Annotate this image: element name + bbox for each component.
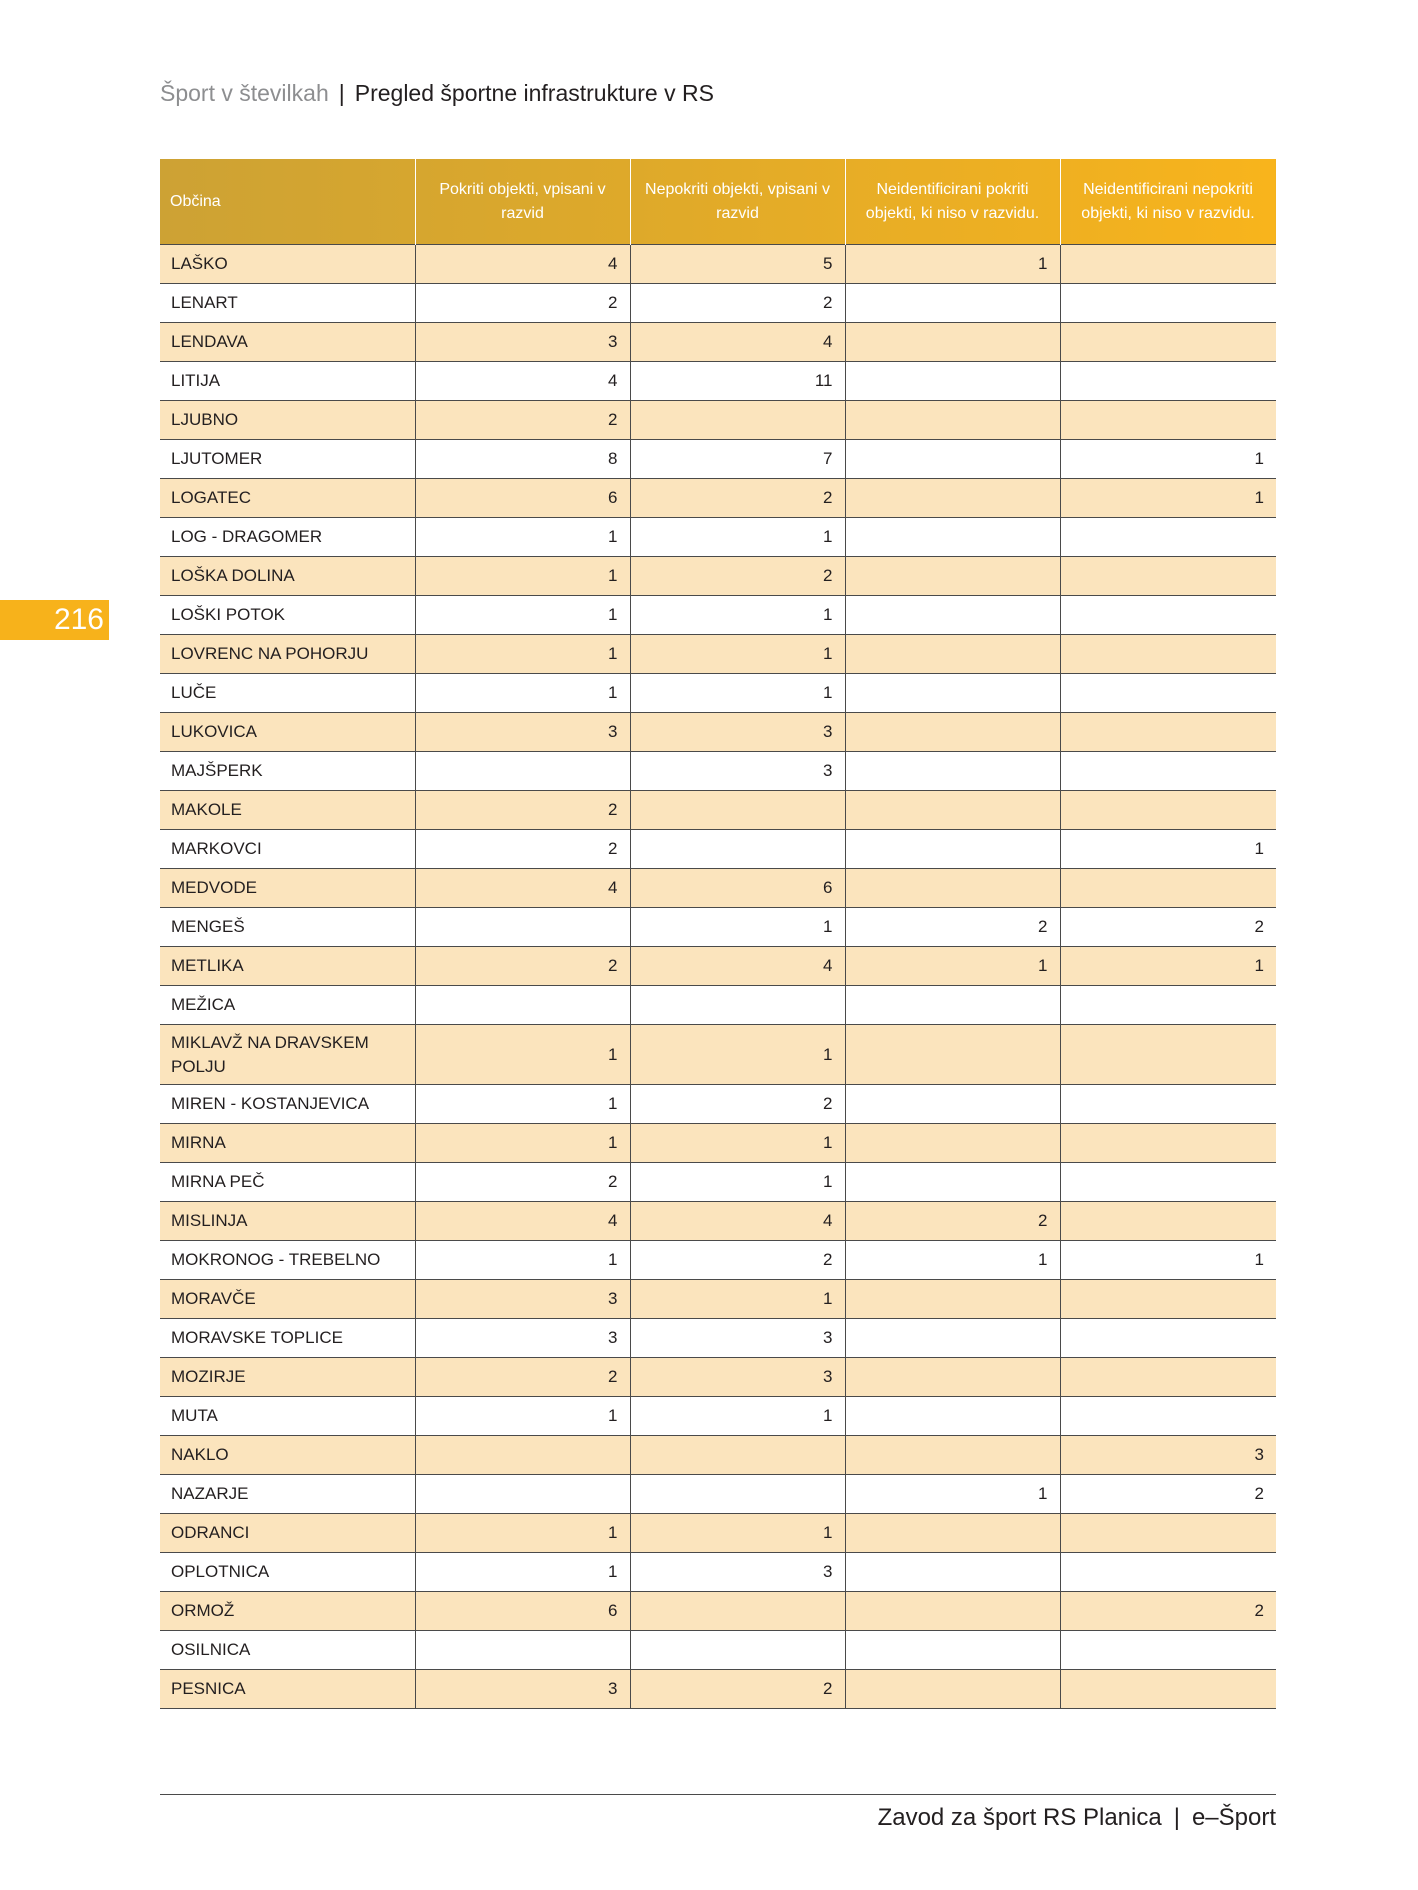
value-cell <box>845 1163 1060 1202</box>
value-cell <box>845 1124 1060 1163</box>
municipality-cell: MORAVČE <box>160 1280 415 1319</box>
table-header-row <box>160 159 1276 245</box>
value-cell <box>845 986 1060 1025</box>
value-cell: 2 <box>630 557 845 596</box>
value-cell <box>1060 1670 1276 1709</box>
table-row <box>160 791 1276 830</box>
value-cell: 1 <box>415 1241 630 1280</box>
value-cell <box>845 1670 1060 1709</box>
value-cell <box>1060 869 1276 908</box>
table-row <box>160 401 1276 440</box>
value-cell: 8 <box>415 440 630 479</box>
value-cell <box>1060 713 1276 752</box>
value-cell: 2 <box>415 1358 630 1397</box>
value-cell: 4 <box>630 947 845 986</box>
value-cell: 1 <box>415 1553 630 1592</box>
value-cell: 1 <box>415 1514 630 1553</box>
value-cell <box>845 1592 1060 1631</box>
table-row <box>160 1280 1276 1319</box>
value-cell <box>845 791 1060 830</box>
value-cell <box>845 830 1060 869</box>
value-cell <box>845 440 1060 479</box>
municipality-cell: LOVRENC NA POHORJU <box>160 635 415 674</box>
header-separator: | <box>338 80 345 106</box>
value-cell <box>630 1436 845 1475</box>
value-cell <box>845 1397 1060 1436</box>
footer-divider <box>160 1794 1276 1795</box>
table-row <box>160 440 1276 479</box>
section-title: Šport v številkah <box>160 80 329 106</box>
value-cell: 4 <box>415 245 630 284</box>
value-cell <box>845 752 1060 791</box>
value-cell: 1 <box>845 1241 1060 1280</box>
municipality-cell: MAKOLE <box>160 791 415 830</box>
value-cell: 1 <box>630 596 845 635</box>
value-cell: 4 <box>630 1202 845 1241</box>
municipality-cell: MIKLAVŽ NA DRAVSKEM POLJU <box>160 1025 415 1085</box>
value-cell <box>1060 1358 1276 1397</box>
table-row <box>160 1025 1276 1085</box>
table-row <box>160 323 1276 362</box>
page-title: Pregled športne infrastrukture v RS <box>354 80 714 106</box>
value-cell: 1 <box>630 674 845 713</box>
value-cell <box>630 791 845 830</box>
value-cell <box>1060 1514 1276 1553</box>
value-cell <box>845 362 1060 401</box>
value-cell <box>415 1475 630 1514</box>
municipality-cell: MORAVSKE TOPLICE <box>160 1319 415 1358</box>
municipality-cell: LOG - DRAGOMER <box>160 518 415 557</box>
value-cell <box>845 713 1060 752</box>
value-cell <box>630 986 845 1025</box>
table-row <box>160 1085 1276 1124</box>
value-cell <box>845 674 1060 713</box>
value-cell <box>1060 1553 1276 1592</box>
value-cell <box>845 1436 1060 1475</box>
value-cell: 3 <box>630 1319 845 1358</box>
value-cell <box>845 1358 1060 1397</box>
value-cell <box>845 635 1060 674</box>
value-cell <box>1060 1397 1276 1436</box>
municipality-cell: ODRANCI <box>160 1514 415 1553</box>
value-cell <box>845 1514 1060 1553</box>
value-cell <box>630 830 845 869</box>
table-row <box>160 1475 1276 1514</box>
page-number: 216 <box>53 603 104 636</box>
value-cell <box>1060 284 1276 323</box>
value-cell: 2 <box>630 479 845 518</box>
table-row <box>160 947 1276 986</box>
value-cell: 1 <box>415 1397 630 1436</box>
value-cell: 6 <box>415 1592 630 1631</box>
value-cell <box>415 1436 630 1475</box>
value-cell <box>630 1475 845 1514</box>
value-cell: 3 <box>630 713 845 752</box>
value-cell <box>415 752 630 791</box>
municipality-cell: MISLINJA <box>160 1202 415 1241</box>
value-cell <box>1060 245 1276 284</box>
value-cell: 1 <box>630 635 845 674</box>
value-cell: 1 <box>415 635 630 674</box>
value-cell: 1 <box>630 1280 845 1319</box>
table-row <box>160 479 1276 518</box>
value-cell <box>415 986 630 1025</box>
value-cell <box>415 908 630 947</box>
value-cell: 1 <box>845 245 1060 284</box>
table-row <box>160 518 1276 557</box>
value-cell <box>845 518 1060 557</box>
table-row <box>160 1124 1276 1163</box>
value-cell: 1 <box>1060 440 1276 479</box>
table-row <box>160 1202 1276 1241</box>
value-cell <box>845 401 1060 440</box>
value-cell <box>630 401 845 440</box>
table-row <box>160 830 1276 869</box>
municipality-cell: LJUTOMER <box>160 440 415 479</box>
table-row <box>160 869 1276 908</box>
municipality-cell: LITIJA <box>160 362 415 401</box>
value-cell <box>1060 635 1276 674</box>
table-row <box>160 1670 1276 1709</box>
value-cell: 2 <box>845 908 1060 947</box>
value-cell <box>1060 752 1276 791</box>
value-cell: 1 <box>415 1085 630 1124</box>
municipality-cell: NAKLO <box>160 1436 415 1475</box>
value-cell: 1 <box>415 596 630 635</box>
value-cell: 1 <box>1060 830 1276 869</box>
value-cell <box>1060 1124 1276 1163</box>
footer-publication: e–Šport <box>1191 1804 1276 1831</box>
value-cell: 4 <box>630 323 845 362</box>
table-row <box>160 635 1276 674</box>
municipality-cell: LENDAVA <box>160 323 415 362</box>
table-row <box>160 557 1276 596</box>
value-cell <box>415 1631 630 1670</box>
value-cell <box>845 1025 1060 1085</box>
table-row <box>160 1631 1276 1670</box>
value-cell: 3 <box>415 323 630 362</box>
value-cell <box>1060 1280 1276 1319</box>
municipality-cell: MEŽICA <box>160 986 415 1025</box>
column-header-3: Neidentificirani pokriti objekti, ki niso v razvidu. <box>845 159 1060 245</box>
table-row <box>160 1553 1276 1592</box>
value-cell: 2 <box>630 284 845 323</box>
municipality-cell: MUTA <box>160 1397 415 1436</box>
municipality-cell: MOKRONOG - TREBELNO <box>160 1241 415 1280</box>
value-cell <box>845 479 1060 518</box>
value-cell: 2 <box>415 947 630 986</box>
value-cell <box>1060 323 1276 362</box>
value-cell: 2 <box>415 401 630 440</box>
value-cell: 4 <box>415 869 630 908</box>
value-cell: 1 <box>415 674 630 713</box>
table-row <box>160 1436 1276 1475</box>
municipality-cell: MEDVODE <box>160 869 415 908</box>
value-cell: 1 <box>630 1025 845 1085</box>
value-cell: 2 <box>630 1241 845 1280</box>
value-cell: 2 <box>415 791 630 830</box>
footer-separator: | <box>1173 1804 1180 1831</box>
value-cell <box>845 1280 1060 1319</box>
municipality-cell: MIREN - KOSTANJEVICA <box>160 1085 415 1124</box>
value-cell <box>845 284 1060 323</box>
value-cell: 1 <box>845 1475 1060 1514</box>
municipality-cell: LOŠKA DOLINA <box>160 557 415 596</box>
value-cell <box>1060 791 1276 830</box>
table-row <box>160 752 1276 791</box>
municipality-cell: METLIKA <box>160 947 415 986</box>
value-cell: 1 <box>415 1124 630 1163</box>
value-cell <box>1060 362 1276 401</box>
municipality-cell: PESNICA <box>160 1670 415 1709</box>
value-cell: 3 <box>415 1670 630 1709</box>
value-cell <box>1060 1163 1276 1202</box>
table-row <box>160 1241 1276 1280</box>
value-cell: 3 <box>415 1280 630 1319</box>
table-body <box>160 245 1276 1709</box>
footer-org: Zavod za šport RS Planica <box>877 1804 1162 1831</box>
municipality-cell: OSILNICA <box>160 1631 415 1670</box>
table-row <box>160 908 1276 947</box>
value-cell: 2 <box>1060 1592 1276 1631</box>
municipality-cell: LJUBNO <box>160 401 415 440</box>
value-cell: 2 <box>1060 908 1276 947</box>
page-footer <box>878 1804 1276 1832</box>
municipality-cell: LAŠKO <box>160 245 415 284</box>
value-cell: 3 <box>630 1553 845 1592</box>
value-cell <box>1060 674 1276 713</box>
table-row <box>160 1592 1276 1631</box>
table-row <box>160 1397 1276 1436</box>
municipality-cell: LOŠKI POTOK <box>160 596 415 635</box>
page-number-tab <box>0 600 109 640</box>
page-header <box>160 80 714 107</box>
municipality-cell: LUKOVICA <box>160 713 415 752</box>
value-cell <box>1060 596 1276 635</box>
column-header-1: Pokriti objekti, vpisani v razvid <box>415 159 630 245</box>
municipality-cell: OPLOTNICA <box>160 1553 415 1592</box>
municipality-cell: MENGEŠ <box>160 908 415 947</box>
value-cell: 2 <box>630 1085 845 1124</box>
municipality-cell: ORMOŽ <box>160 1592 415 1631</box>
value-cell <box>1060 1025 1276 1085</box>
municipality-cell: MAJŠPERK <box>160 752 415 791</box>
value-cell: 1 <box>1060 1241 1276 1280</box>
municipality-cell: MARKOVCI <box>160 830 415 869</box>
municipality-cell: NAZARJE <box>160 1475 415 1514</box>
value-cell: 3 <box>1060 1436 1276 1475</box>
table-row <box>160 674 1276 713</box>
value-cell <box>1060 1085 1276 1124</box>
value-cell: 1 <box>415 557 630 596</box>
column-header-4: Neidentificirani nepokriti objekti, ki niso v razvidu. <box>1060 159 1276 245</box>
value-cell: 3 <box>630 752 845 791</box>
municipality-cell: MOZIRJE <box>160 1358 415 1397</box>
value-cell: 2 <box>845 1202 1060 1241</box>
table-row <box>160 1514 1276 1553</box>
value-cell: 1 <box>630 1514 845 1553</box>
value-cell: 3 <box>415 1319 630 1358</box>
value-cell: 4 <box>415 1202 630 1241</box>
value-cell: 4 <box>415 362 630 401</box>
municipality-cell: MIRNA PEČ <box>160 1163 415 1202</box>
value-cell: 1 <box>630 1397 845 1436</box>
value-cell: 6 <box>630 869 845 908</box>
table-row <box>160 245 1276 284</box>
value-cell <box>845 323 1060 362</box>
value-cell: 1 <box>415 518 630 557</box>
municipality-cell: LOGATEC <box>160 479 415 518</box>
table-row <box>160 1358 1276 1397</box>
value-cell: 1 <box>415 1025 630 1085</box>
value-cell <box>845 869 1060 908</box>
table-row <box>160 596 1276 635</box>
value-cell: 1 <box>630 908 845 947</box>
value-cell <box>845 1631 1060 1670</box>
value-cell <box>1060 518 1276 557</box>
value-cell <box>1060 557 1276 596</box>
infrastructure-table <box>160 159 1277 1709</box>
municipality-cell: LUČE <box>160 674 415 713</box>
value-cell <box>845 596 1060 635</box>
value-cell <box>1060 1631 1276 1670</box>
value-cell: 1 <box>630 1163 845 1202</box>
table-row <box>160 1319 1276 1358</box>
value-cell: 3 <box>630 1358 845 1397</box>
value-cell <box>845 1319 1060 1358</box>
value-cell <box>845 1085 1060 1124</box>
value-cell: 1 <box>630 1124 845 1163</box>
column-header-2: Nepokriti objekti, vpisani v razvid <box>630 159 845 245</box>
value-cell: 11 <box>630 362 845 401</box>
table-row <box>160 986 1276 1025</box>
table-row <box>160 362 1276 401</box>
value-cell: 1 <box>630 518 845 557</box>
value-cell: 2 <box>415 1163 630 1202</box>
value-cell: 1 <box>845 947 1060 986</box>
column-header-obcina: Občina <box>160 159 415 245</box>
value-cell: 1 <box>1060 947 1276 986</box>
value-cell: 2 <box>415 830 630 869</box>
table-row <box>160 1163 1276 1202</box>
table-row <box>160 713 1276 752</box>
table-row <box>160 284 1276 323</box>
value-cell: 3 <box>415 713 630 752</box>
value-cell <box>1060 1202 1276 1241</box>
value-cell <box>1060 401 1276 440</box>
value-cell: 7 <box>630 440 845 479</box>
value-cell: 2 <box>630 1670 845 1709</box>
value-cell: 6 <box>415 479 630 518</box>
municipality-cell: LENART <box>160 284 415 323</box>
value-cell <box>630 1631 845 1670</box>
value-cell <box>1060 1319 1276 1358</box>
value-cell: 1 <box>1060 479 1276 518</box>
value-cell <box>1060 986 1276 1025</box>
value-cell: 5 <box>630 245 845 284</box>
municipality-cell: MIRNA <box>160 1124 415 1163</box>
value-cell: 2 <box>415 284 630 323</box>
value-cell <box>845 557 1060 596</box>
value-cell <box>845 1553 1060 1592</box>
value-cell <box>630 1592 845 1631</box>
value-cell: 2 <box>1060 1475 1276 1514</box>
